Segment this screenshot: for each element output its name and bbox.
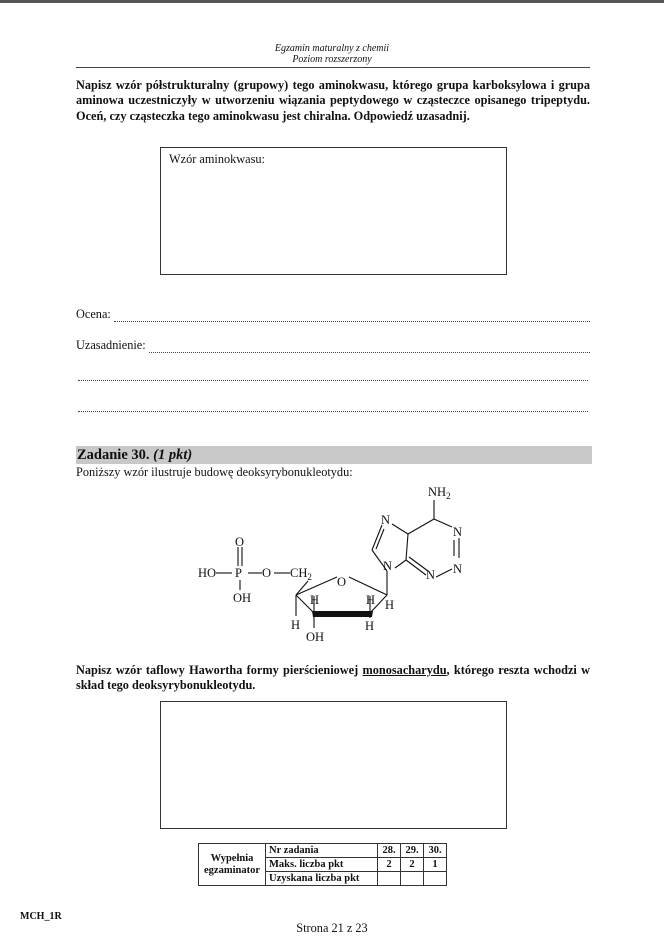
obtained-points-29[interactable] [401, 872, 424, 886]
top-border [0, 0, 664, 3]
task-30-header [76, 446, 592, 464]
answer-line-3[interactable] [78, 410, 588, 412]
ester-oxygen-label: O [262, 566, 272, 580]
c2-lower-h-label: H [365, 619, 375, 633]
obtained-points-28[interactable] [378, 872, 401, 886]
c3-oh-label: OH [306, 630, 325, 644]
uzasadnienie-answer-line[interactable] [149, 341, 590, 353]
n1-label: N [453, 525, 463, 539]
max-points-label: Maks. liczba pkt [266, 858, 378, 872]
header-level: Poziom rozszerzony [292, 54, 372, 65]
task-30-points: (1 pkt) [153, 447, 193, 463]
score-table [198, 843, 447, 886]
phosphate-oh-label: OH [233, 591, 252, 605]
task-30-intro: Poniższy wzór ilustruje budowę deoksyrybonukleotydu: [76, 465, 353, 479]
ch2-label: $CH_2$ [290, 566, 312, 582]
c2-h-label: H [366, 593, 376, 607]
header-rule [76, 67, 590, 68]
max-points-28: 2 [378, 858, 401, 872]
c4-h-label: H [310, 593, 320, 607]
exam-code: MCH_1R [20, 911, 62, 922]
task-number-30: 30. [424, 844, 447, 858]
question-haworth: Napisz wzór taflowy Hawortha formy pierścieniowej monosacharydu, którego reszta wchodzi w skład tego deoksyrybonukleotydu. [76, 663, 590, 693]
deoxyribonucleotide-structure [190, 478, 480, 658]
ring-oxygen-label: O [337, 575, 347, 589]
ocena-answer-line[interactable] [114, 310, 590, 322]
ocena-label: Ocena: [76, 307, 111, 321]
nitrogen-label: N [426, 568, 436, 582]
amino-label: $NH_2$ [428, 485, 451, 501]
fill-by-examiner-label: Wypełnia egzaminator [199, 844, 266, 886]
n7-label: N [381, 513, 391, 527]
max-points-29: 2 [401, 858, 424, 872]
uzasadnienie-label: Uzasadnienie: [76, 338, 146, 352]
task-number-label: Nr zadania [266, 844, 378, 858]
phosphoryl-oxygen-label: O [235, 535, 245, 549]
n9-label: N [383, 559, 393, 573]
task-30-title: Zadanie 30. [77, 447, 150, 463]
uzasadnienie-row[interactable] [76, 338, 590, 353]
task-number-28: 28. [378, 844, 401, 858]
obtained-points-label: Uzyskana liczba pkt [266, 872, 378, 886]
haworth-answer-box[interactable] [160, 701, 507, 829]
ocena-row[interactable] [76, 307, 590, 322]
c4-lower-h-label: H [291, 618, 301, 632]
header-exam-title: Egzamin maturalny z chemii [274, 43, 390, 54]
hydroxyl-label: HO [198, 566, 217, 580]
page-number: Strona 21 z 23 [296, 921, 368, 935]
formula-box-label: Wzór aminokwasu: [169, 152, 265, 166]
c1-h-label: H [385, 598, 395, 612]
n3-label: N [453, 562, 463, 576]
task-number-29: 29. [401, 844, 424, 858]
obtained-points-30[interactable] [424, 872, 447, 886]
amino-acid-formula-box[interactable] [160, 147, 507, 275]
question-amino-acid: Napisz wzór półstrukturalny (grupowy) tego aminokwasu, którego grupa karboksylowa i grupa aminowa uczestniczyły w utworzeniu wiązania peptydowego w cząsteczce opisanego tripeptydu. Oceń, czy cząsteczka tego aminokwasu jest chiralna. Odpowiedź uzasadnij. [76, 78, 590, 123]
answer-line-2[interactable] [78, 379, 588, 381]
phosphorus-label: P [235, 566, 242, 580]
max-points-30: 1 [424, 858, 447, 872]
